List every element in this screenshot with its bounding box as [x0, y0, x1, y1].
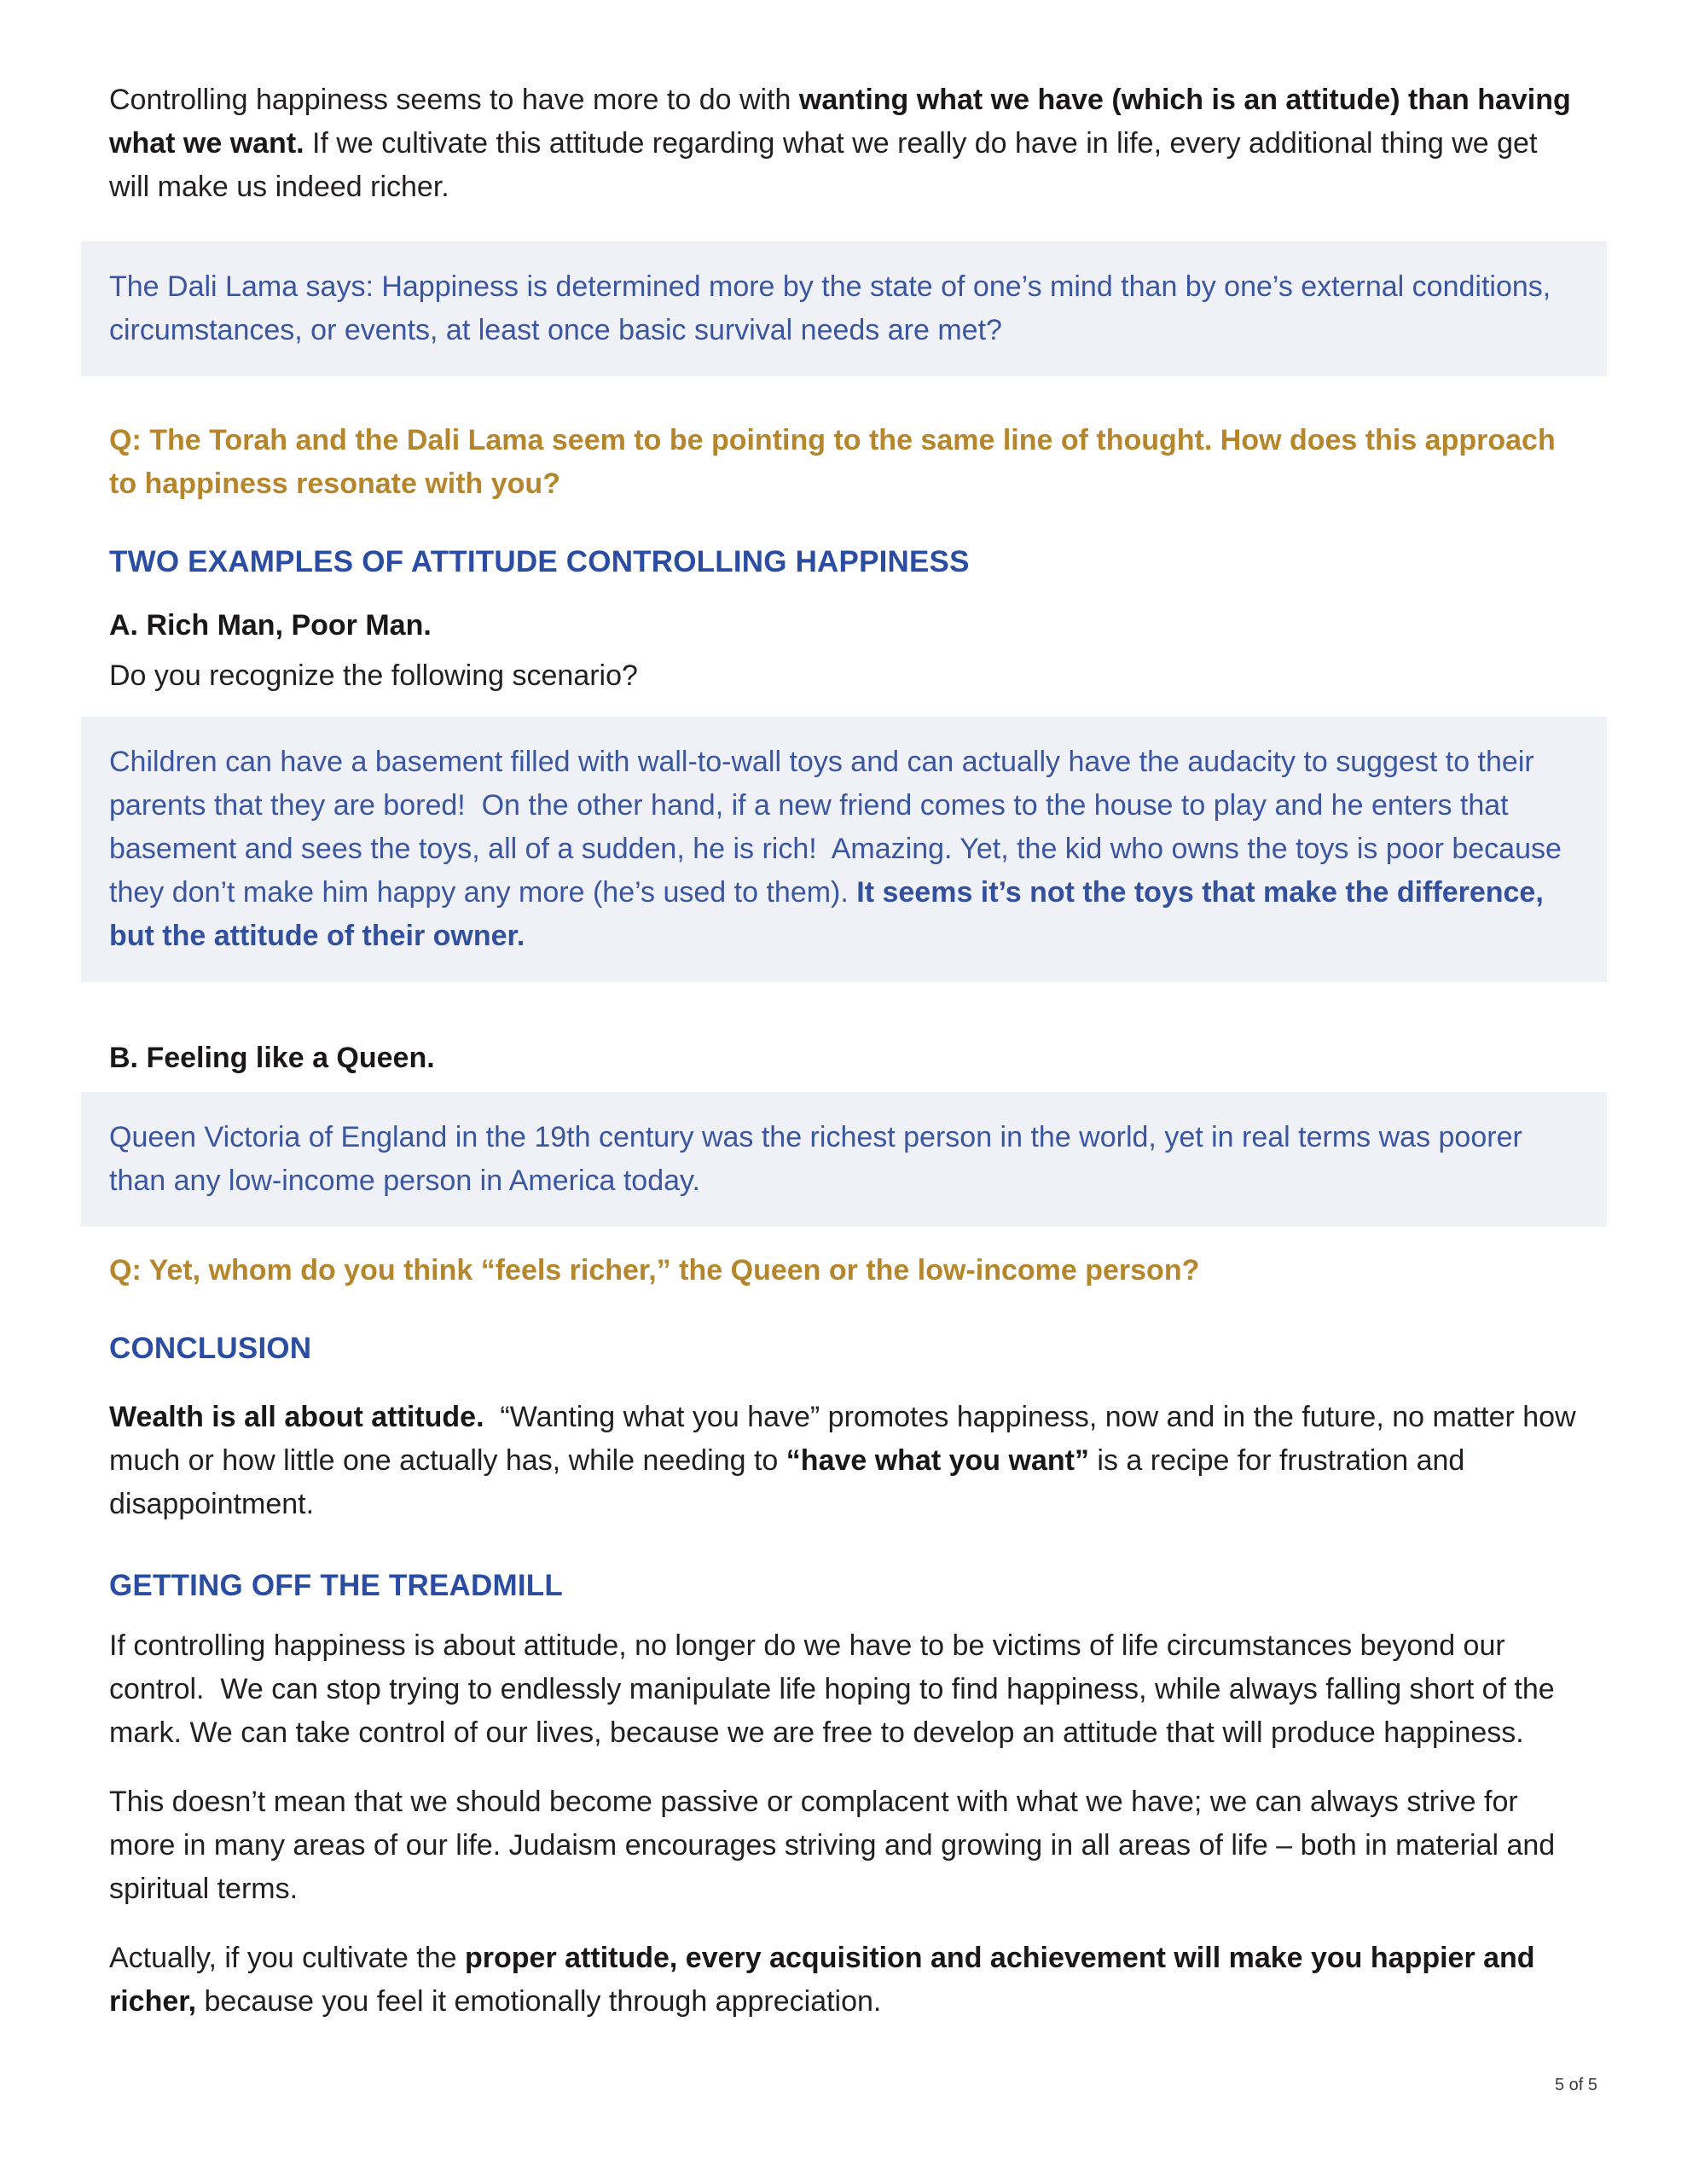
- conclusion-regular-2: is a recipe for frustration and disappointment.: [109, 1444, 1465, 1520]
- intro-paragraph: [109, 78, 1578, 209]
- final-paragraph: [109, 1937, 1578, 2024]
- heading-getting-off-treadmill: GETTING OFF THE TREADMILL: [109, 1569, 563, 1602]
- dali-lama-quote-box: [81, 241, 1607, 376]
- conclusion-regular: “Wanting what you have” promotes happiness, now and in the future, no matter how much or how little one actually has, while needing to: [109, 1401, 1576, 1477]
- scenario-prompt: Do you recognize the following scenario?: [109, 659, 638, 692]
- treadmill-paragraph-1: If controlling happiness is about attitude, no longer do we have to be victims of life circumstances beyond our control. We can stop trying to endlessly manipulate life hoping to find happiness, while always falling short of the mark. We can take control of our lives, because we are free to develop an attitude that will produce happiness.: [109, 1629, 1555, 1749]
- intro-text-regular-2: If we cultivate this attitude regarding what we really do have in life, every additional thing we get will make us indeed richer.: [109, 127, 1538, 203]
- rich-man-story-bold: It seems it’s not the toys that make the difference, but the attitude of their owner.: [109, 876, 1544, 952]
- dali-lama-quote-text: The Dali Lama says: Happiness is determined more by the state of one’s mind than by one’s external conditions, circumstances, or events, at least once basic survival needs are met?: [109, 270, 1551, 346]
- heading-two-examples: TWO EXAMPLES OF ATTITUDE CONTROLLING HAPPINESS: [109, 545, 970, 578]
- heading-conclusion: CONCLUSION: [109, 1332, 312, 1365]
- conclusion-paragraph: [109, 1396, 1578, 1526]
- subhead-feeling-like-queen: B. Feeling like a Queen.: [109, 1042, 435, 1074]
- question-torah-dali-lama: Q: The Torah and the Dali Lama seem to be pointing to the same line of thought. How does this approach to happiness resonate with you?: [109, 424, 1556, 500]
- final-regular-2: because you feel it emotionally through appreciation.: [196, 1985, 882, 2018]
- rich-man-story-regular: Children can have a basement filled with wall-to-wall toys and can actually have the audacity to suggest to their parents that they are bored! On the other hand, if a new friend comes to the house to play and he enters that basement and sees the toys, all of a sudden, he is rich! Amazing. Yet, the kid who owns the toys is poor because they don’t make him happy any more (he’s used to them).: [109, 746, 1562, 909]
- final-regular: Actually, if you cultivate the: [109, 1942, 466, 1974]
- queen-victoria-text: Queen Victoria of England in the 19th century was the richest person in the world, yet in real terms was poorer than any low-income person in America today.: [109, 1121, 1522, 1197]
- queen-victoria-box: [81, 1092, 1607, 1227]
- rich-man-story-box: [81, 717, 1607, 982]
- page-number: 5 of 5: [1554, 2076, 1597, 2094]
- rich-man-story-text: [109, 741, 1573, 958]
- subhead-rich-man-poor-man: A. Rich Man, Poor Man.: [109, 609, 432, 642]
- conclusion-bold-quote: “have what you want”: [786, 1444, 1089, 1477]
- question-feels-richer: Q: Yet, whom do you think “feels richer,” the Queen or the low-income person?: [109, 1254, 1200, 1287]
- intro-text-regular: Controlling happiness seems to have more to do with: [109, 84, 799, 116]
- intro-text-bold: wanting what we have (which is an attitude) than having what we want.: [109, 84, 1571, 160]
- final-bold: proper attitude, every acquisition and achievement will make you happier and richer,: [109, 1942, 1535, 2018]
- conclusion-bold-lead: Wealth is all about attitude.: [109, 1401, 484, 1433]
- treadmill-paragraph-2: This doesn’t mean that we should become passive or complacent with what we have; we can always strive for more in many areas of our life. Judaism encourages striving and growing in all areas of life – both in material and spiritual terms.: [109, 1786, 1556, 1905]
